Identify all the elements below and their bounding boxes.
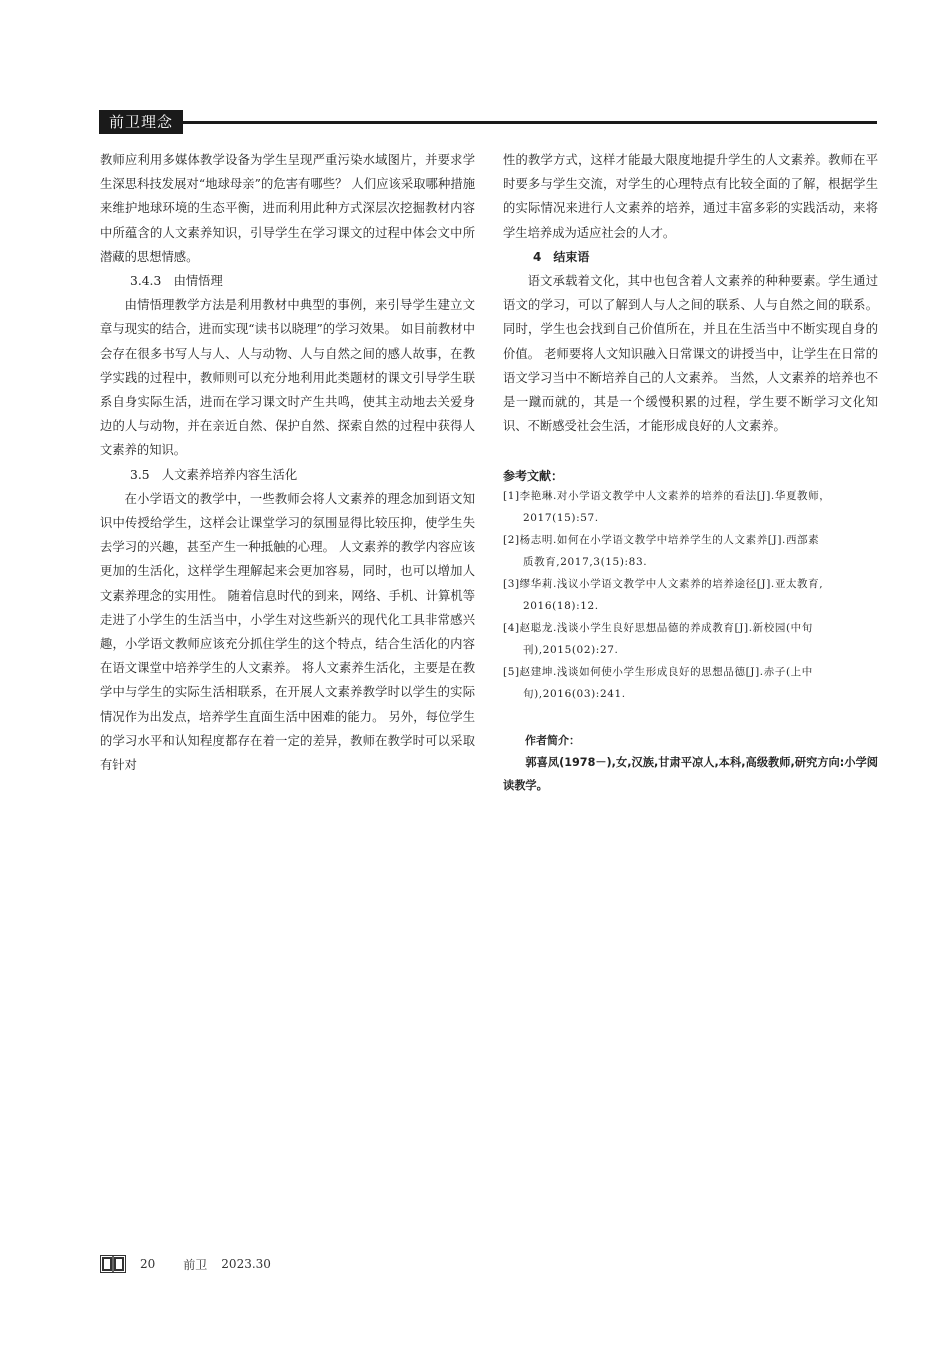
reference-line: [1]李艳琳.对小学语文教学中人文素养的培养的看法[J].华夏教师，: [503, 490, 831, 503]
issue-number: 2023.30: [221, 1257, 271, 1271]
reference-item: [503, 573, 878, 617]
reference-continuation: 刊),2015(02):27.: [523, 644, 619, 657]
page-footer: [100, 1254, 271, 1274]
journal-name: 前卫: [183, 1257, 208, 1272]
left-column: [100, 148, 475, 777]
paragraph: 在小学语文的教学中，一些教师会将人文素养的理念加到语文知识中传授给学生，这样会让课堂学习的氛围显得比较压抑，使学生失去学习的兴趣，甚至产生一种抵触的心理。 人文素养的教学内容应该更加的生活化，这样学生理解起来会更加容易，同时，也可以增加人文素养理念的实用性。 随着信息时代的到来，网络、手机、计算机等走进了小学生的生活当中，小学生对这些新兴的现代化工具非常感兴趣，小学语文教师应该充分抓住学生的这个特点，结合生活化的内容在语文课堂中培养学生的人文素养。 将人文素养生活化，主要是在教学中与学生的实际生活相联系，在开展人文素养教学时以学生的实际情况作为出发点，培养学生直面生活中困难的能力。 另外，每位学生的学习水平和认知程度都存在着一定的差异，教师在教学时可以采取有针对: [100, 491, 475, 773]
journal-logo-icon: [100, 1255, 126, 1273]
paragraph: 性的教学方式，这样才能最大限度地提升学生的人文素养。教师在平时要多与学生交流，对学生的心理特点有比较全面的了解，根据学生的实际情况来进行人文素养的培养，通过丰富多彩的实践活动，来将学生培养成为适应社会的人才。: [503, 153, 878, 240]
right-column: [503, 148, 878, 797]
reference-line: [3]缪华莉.浅议小学语文教学中人文素养的培养途径[J].亚太教育,: [503, 578, 824, 591]
reference-continuation: 2016(18):12.: [523, 600, 599, 613]
reference-item: [503, 617, 878, 661]
author-bio: 郭喜凤(1978－),女,汉族,甘肃平凉人,本科,高级教师,研究方向:小学阅读教学。: [503, 756, 878, 793]
reference-line: [5]赵建坤.浅谈如何使小学生形成良好的思想品德[J].赤子(上中: [503, 666, 813, 679]
references-list: [503, 485, 878, 705]
section-heading: 4 结束语: [533, 249, 590, 264]
subsection-heading: 3.5 人文素养培养内容生活化: [130, 467, 298, 482]
subsection-heading: 3.4.3 由情悟理: [130, 274, 223, 289]
header-rule: [183, 121, 877, 124]
paragraph: 教师应利用多媒体教学设备为学生呈现严重污染水域图片，并要求学生深思科技发展对“地球母亲”的危害有哪些？ 人们应该采取哪种措施来维护地球环境的生态平衡，进而利用此种方式深层次挖掘教材内容中所蕴含的人文素养知识，引导学生在学习课文的过程中体会文中所潜藏的思想情感。: [100, 153, 475, 264]
author-title: 作者简介：: [525, 734, 580, 748]
right-column-body: [503, 148, 878, 438]
reference-item: [503, 661, 878, 705]
page-number: 20: [140, 1257, 156, 1271]
reference-continuation: 2017(15):57.: [523, 512, 599, 525]
paragraph: 语文承载着文化，其中也包含着人文素养的种种要素。学生通过语文的学习，可以了解到人与人之间的联系、人与自然之间的联系。 同时，学生也会找到自己价值所在，并且在生活当中不断实现自身的价值。 老师要将人文知识融入日常课文的讲授当中，让学生在日常的语文学习当中不断培养自己的人文素养。 当然，人文素养的培养也不是一蹴而就的，其是一个缓慢积累的过程，学生要不断学习文化知识、不断感受社会生活，才能形成良好的人文素养。: [503, 274, 878, 434]
references-title: 参考文献：: [503, 469, 564, 484]
reference-line: [2]杨志明.如何在小学语文教学中培养学生的人文素养[J].西部素: [503, 534, 820, 547]
reference-line: [4]赵聪龙.浅谈小学生良好思想品德的养成教育[J].新校园(中旬: [503, 622, 813, 635]
paragraph: 由情悟理教学方法是利用教材中典型的事例，来引导学生建立文章与现实的结合，进而实现“读书以晓理”的学习效果。 如目前教材中会存在很多书写人与人、人与动物、人与自然之间的感人故事，在教学实践的过程中，教师则可以充分地利用此类题材的课文引导学生联系自身实际生活，进而在学习课文时产生共鸣，使其主动地去关爱身边的人与动物，并在亲近自然、保护自然、探索自然的过程中获得人文素养的知识。: [100, 298, 475, 458]
reference-item: [503, 529, 878, 573]
reference-continuation: 质教育,2017,3(15):83.: [523, 556, 648, 569]
section-tag: 前卫理念: [99, 110, 183, 134]
section-header: [99, 110, 877, 134]
reference-item: [503, 485, 878, 529]
reference-continuation: 旬),2016(03):241.: [523, 688, 626, 701]
